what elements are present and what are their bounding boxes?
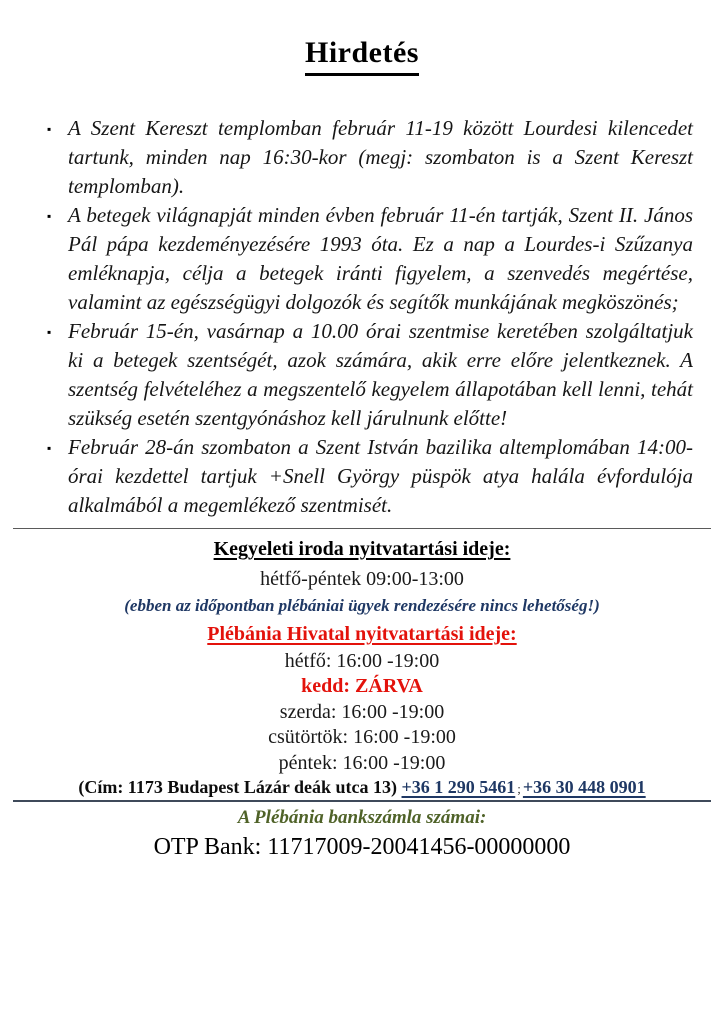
office-hours-row: csütörtök: 16:00 -19:00 xyxy=(268,726,456,749)
bank-heading: A Plébánia bankszámla számai: xyxy=(237,807,487,829)
parish-office-heading-text: Plébánia Hivatal nyitvatartási ideje: xyxy=(207,623,517,645)
announcement-text: Február 15-én, vasárnap a 10.00 órai szentmise keretében szolgáltatjuk ki a betegek szentségét, azok számára, akik erre előre jelentkeznek. A szentség felvételéhez a megszentelő kegyelem állapotában kell lenni, tehát szükség esetén szentgyónáshoz kell járulnunk előtte! xyxy=(68,319,693,430)
office-hours-row: kedd: ZÁRVA xyxy=(301,675,423,698)
square-bullet-icon: ▪ xyxy=(47,441,52,455)
list-item xyxy=(47,114,693,201)
announcement-list xyxy=(47,114,693,520)
announcement-text: Február 28-án szombaton a Szent István bazilika altemplomában 14:00-órai kezdettel tartjuk +Snell György püspök atya halála évfordulója alkalmából a megemlékező szentmisét. xyxy=(68,435,693,517)
parish-office-heading xyxy=(0,622,724,646)
square-bullet-icon: ▪ xyxy=(47,122,52,136)
square-bullet-icon: ▪ xyxy=(47,209,52,223)
announcement-text: A Szent Kereszt templomban február 11-19 között Lourdesi kilencedet tartunk, minden nap 16:30-kor (megj: szombaton is a Szent Kereszt templomban). xyxy=(68,116,693,198)
announcement-text: A betegek világnapját minden évben február 11-én tartják, Szent II. János Pál pápa kezdeményezésére 1993 óta. Ez a nap a Lourdes-i Szűzanya emléknapja, célja a betegek iránti figyelem, a szenvedés megértése, valamint az egészségügyi dolgozók és segítők munkájának megköszönés; xyxy=(68,203,693,314)
office-hours-row: hétfő: 16:00 -19:00 xyxy=(284,650,440,672)
list-item xyxy=(47,201,693,317)
page-title: Hirdetés xyxy=(305,36,419,76)
bank-divider xyxy=(13,800,711,802)
memorial-office-heading-text: Kegyeleti iroda nyitvatartási ideje: xyxy=(213,538,511,560)
phone-link-1[interactable]: +36 1 290 5461 xyxy=(401,777,516,798)
phone-link-2[interactable]: +36 30 448 0901 xyxy=(522,777,646,798)
square-bullet-icon: ▪ xyxy=(47,325,52,339)
address-text: (Cím: 1173 Budapest Lázár deák utca 13) xyxy=(78,777,398,798)
address-line xyxy=(0,778,724,798)
office-hours-row: szerda: 16:00 -19:00 xyxy=(279,700,445,723)
title-row xyxy=(0,36,724,76)
phone-separator: ; xyxy=(517,781,521,797)
bank-account-number: OTP Bank: 11717009-20041456-00000000 xyxy=(153,834,571,861)
list-item xyxy=(47,433,693,520)
office-hours-row: péntek: 16:00 -19:00 xyxy=(278,751,446,774)
memorial-office-note: (ebben az időpontban plébániai ügyek rendezésére nincs lehetőség!) xyxy=(124,596,600,615)
section-divider xyxy=(13,528,711,529)
parish-office-hours-list xyxy=(0,649,724,776)
memorial-office-heading xyxy=(0,538,724,561)
memorial-office-hours: hétfő-péntek 09:00-13:00 xyxy=(260,568,464,590)
list-item xyxy=(47,317,693,433)
